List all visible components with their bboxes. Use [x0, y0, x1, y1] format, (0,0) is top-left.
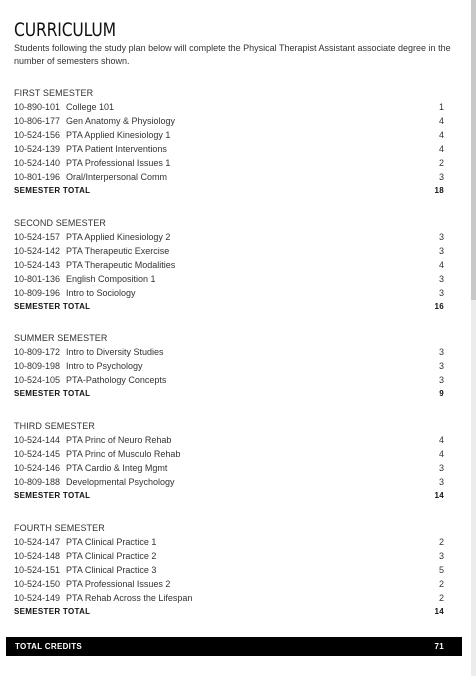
semester-total-value: 14	[434, 491, 444, 500]
course-code: 10-524-147	[14, 537, 61, 547]
course-title: PTA Patient Interventions	[66, 144, 167, 154]
course-title: Oral/Interpersonal Comm	[66, 172, 168, 182]
course-title: Gen Anatomy & Physiology	[66, 116, 176, 126]
course-row	[14, 156, 444, 170]
semester-total-value: 16	[434, 302, 444, 311]
course-row	[14, 244, 444, 258]
course-title: PTA Therapeutic Exercise	[66, 246, 170, 256]
semester-total-value: 9	[439, 389, 444, 398]
course-code: 10-809-188	[14, 477, 61, 487]
semester-total-value: 14	[434, 607, 444, 616]
semester-total-value: 18	[434, 186, 444, 195]
semester-total-label: SEMESTER TOTAL	[14, 302, 91, 311]
course-code: 10-524-142	[14, 246, 61, 256]
course-code: 10-809-172	[14, 347, 61, 357]
course-credits: 3	[438, 347, 444, 357]
course-row	[14, 359, 444, 373]
course-row	[14, 461, 444, 475]
course-code: 10-524-139	[14, 144, 61, 154]
course-code: 10-524-145	[14, 449, 61, 459]
course-row	[14, 433, 444, 447]
page-title: CURRICULUM	[14, 19, 116, 41]
course-code: 10-524-151	[14, 565, 61, 575]
course-code: 10-524-105	[14, 375, 61, 385]
course-code: 10-809-198	[14, 361, 61, 371]
semester-block	[14, 216, 444, 314]
course-code: 10-524-157	[14, 232, 61, 242]
total-credits-value: 71	[434, 642, 444, 651]
course-title: PTA Rehab Across the Lifespan	[66, 593, 193, 603]
course-title: Intro to Psychology	[66, 361, 143, 371]
course-code: 10-524-148	[14, 551, 61, 561]
semester-block	[14, 521, 444, 619]
semester-total-label: SEMESTER TOTAL	[14, 389, 91, 398]
course-title: PTA Princ of Musculo Rehab	[66, 449, 181, 459]
course-code: 10-524-149	[14, 593, 61, 603]
semester-total-label: SEMESTER TOTAL	[14, 607, 91, 616]
course-title: Developmental Psychology	[66, 477, 175, 487]
course-credits: 3	[438, 232, 444, 242]
course-credits: 4	[438, 260, 444, 270]
semester-total-label: SEMESTER TOTAL	[14, 491, 91, 500]
semester-title: SECOND SEMESTER	[14, 218, 107, 228]
semester-title: FOURTH SEMESTER	[14, 523, 105, 533]
course-title: College 101	[66, 102, 115, 112]
course-credits: 3	[438, 463, 444, 473]
course-code: 10-806-177	[14, 116, 61, 126]
course-credits: 5	[438, 565, 444, 575]
course-code: 10-890-101	[14, 102, 61, 112]
course-row	[14, 535, 444, 549]
course-code: 10-809-196	[14, 288, 61, 298]
course-title: PTA-Pathology Concepts	[66, 375, 167, 385]
course-credits: 3	[438, 375, 444, 385]
semester-block	[14, 419, 444, 503]
course-row	[14, 549, 444, 563]
intro-text: Students following the study plan below will complete the Physical Therapist Assistant associate degree in the number of semesters shown.	[14, 43, 451, 66]
course-credits: 3	[438, 274, 444, 284]
semester-total-row	[14, 184, 444, 198]
course-credits: 1	[438, 102, 444, 112]
course-credits: 3	[438, 361, 444, 371]
semester-total-row	[14, 489, 444, 503]
course-credits: 3	[438, 246, 444, 256]
course-title: PTA Clinical Practice 3	[66, 565, 157, 575]
scrollbar[interactable]	[471, 0, 476, 676]
course-row	[14, 100, 444, 114]
course-title: Intro to Diversity Studies	[66, 347, 164, 357]
course-credits: 4	[438, 435, 444, 445]
course-title: PTA Therapeutic Modalities	[66, 260, 176, 270]
course-code: 10-524-156	[14, 130, 61, 140]
course-credits: 2	[438, 158, 444, 168]
course-credits: 3	[438, 172, 444, 182]
course-row	[14, 272, 444, 286]
course-row	[14, 591, 444, 605]
course-code: 10-801-196	[14, 172, 61, 182]
semester-title: SUMMER SEMESTER	[14, 333, 108, 343]
course-credits: 4	[438, 116, 444, 126]
total-credits-bar	[6, 637, 462, 656]
scrollbar-thumb[interactable]	[471, 0, 476, 300]
semester-total-row	[14, 300, 444, 314]
course-credits: 2	[438, 537, 444, 547]
course-code: 10-524-143	[14, 260, 61, 270]
course-row	[14, 345, 444, 359]
course-row	[14, 475, 444, 489]
course-row	[14, 286, 444, 300]
semester-block	[14, 86, 444, 198]
course-code: 10-524-144	[14, 435, 61, 445]
course-row	[14, 258, 444, 272]
course-row	[14, 563, 444, 577]
course-row	[14, 447, 444, 461]
course-title: PTA Professional Issues 2	[66, 579, 171, 589]
course-credits: 4	[438, 130, 444, 140]
course-row	[14, 114, 444, 128]
course-code: 10-801-136	[14, 274, 61, 284]
course-row	[14, 142, 444, 156]
semester-total-row	[14, 387, 444, 401]
semester-title: FIRST SEMESTER	[14, 88, 94, 98]
course-row	[14, 230, 444, 244]
course-row	[14, 373, 444, 387]
course-title: PTA Clinical Practice 1	[66, 537, 157, 547]
course-title: PTA Professional Issues 1	[66, 158, 171, 168]
course-row	[14, 170, 444, 184]
semester-block	[14, 331, 444, 401]
course-credits: 3	[438, 288, 444, 298]
course-code: 10-524-140	[14, 158, 61, 168]
total-credits-label: TOTAL CREDITS	[15, 642, 83, 651]
course-credits: 2	[438, 593, 444, 603]
course-title: Intro to Sociology	[66, 288, 136, 298]
course-title: PTA Applied Kinesiology 1	[66, 130, 171, 140]
course-title: PTA Clinical Practice 2	[66, 551, 157, 561]
course-row	[14, 128, 444, 142]
course-credits: 4	[438, 144, 444, 154]
semester-total-label: SEMESTER TOTAL	[14, 186, 91, 195]
course-title: PTA Applied Kinesiology 2	[66, 232, 171, 242]
course-code: 10-524-146	[14, 463, 61, 473]
course-credits: 4	[438, 449, 444, 459]
course-row	[14, 577, 444, 591]
semester-title: THIRD SEMESTER	[14, 421, 95, 431]
course-title: PTA Princ of Neuro Rehab	[66, 435, 172, 445]
course-credits: 3	[438, 477, 444, 487]
course-credits: 2	[438, 579, 444, 589]
course-credits: 3	[438, 551, 444, 561]
course-title: PTA Cardio & Integ Mgmt	[66, 463, 168, 473]
course-title: English Composition 1	[66, 274, 156, 284]
course-code: 10-524-150	[14, 579, 61, 589]
semester-total-row	[14, 605, 444, 619]
